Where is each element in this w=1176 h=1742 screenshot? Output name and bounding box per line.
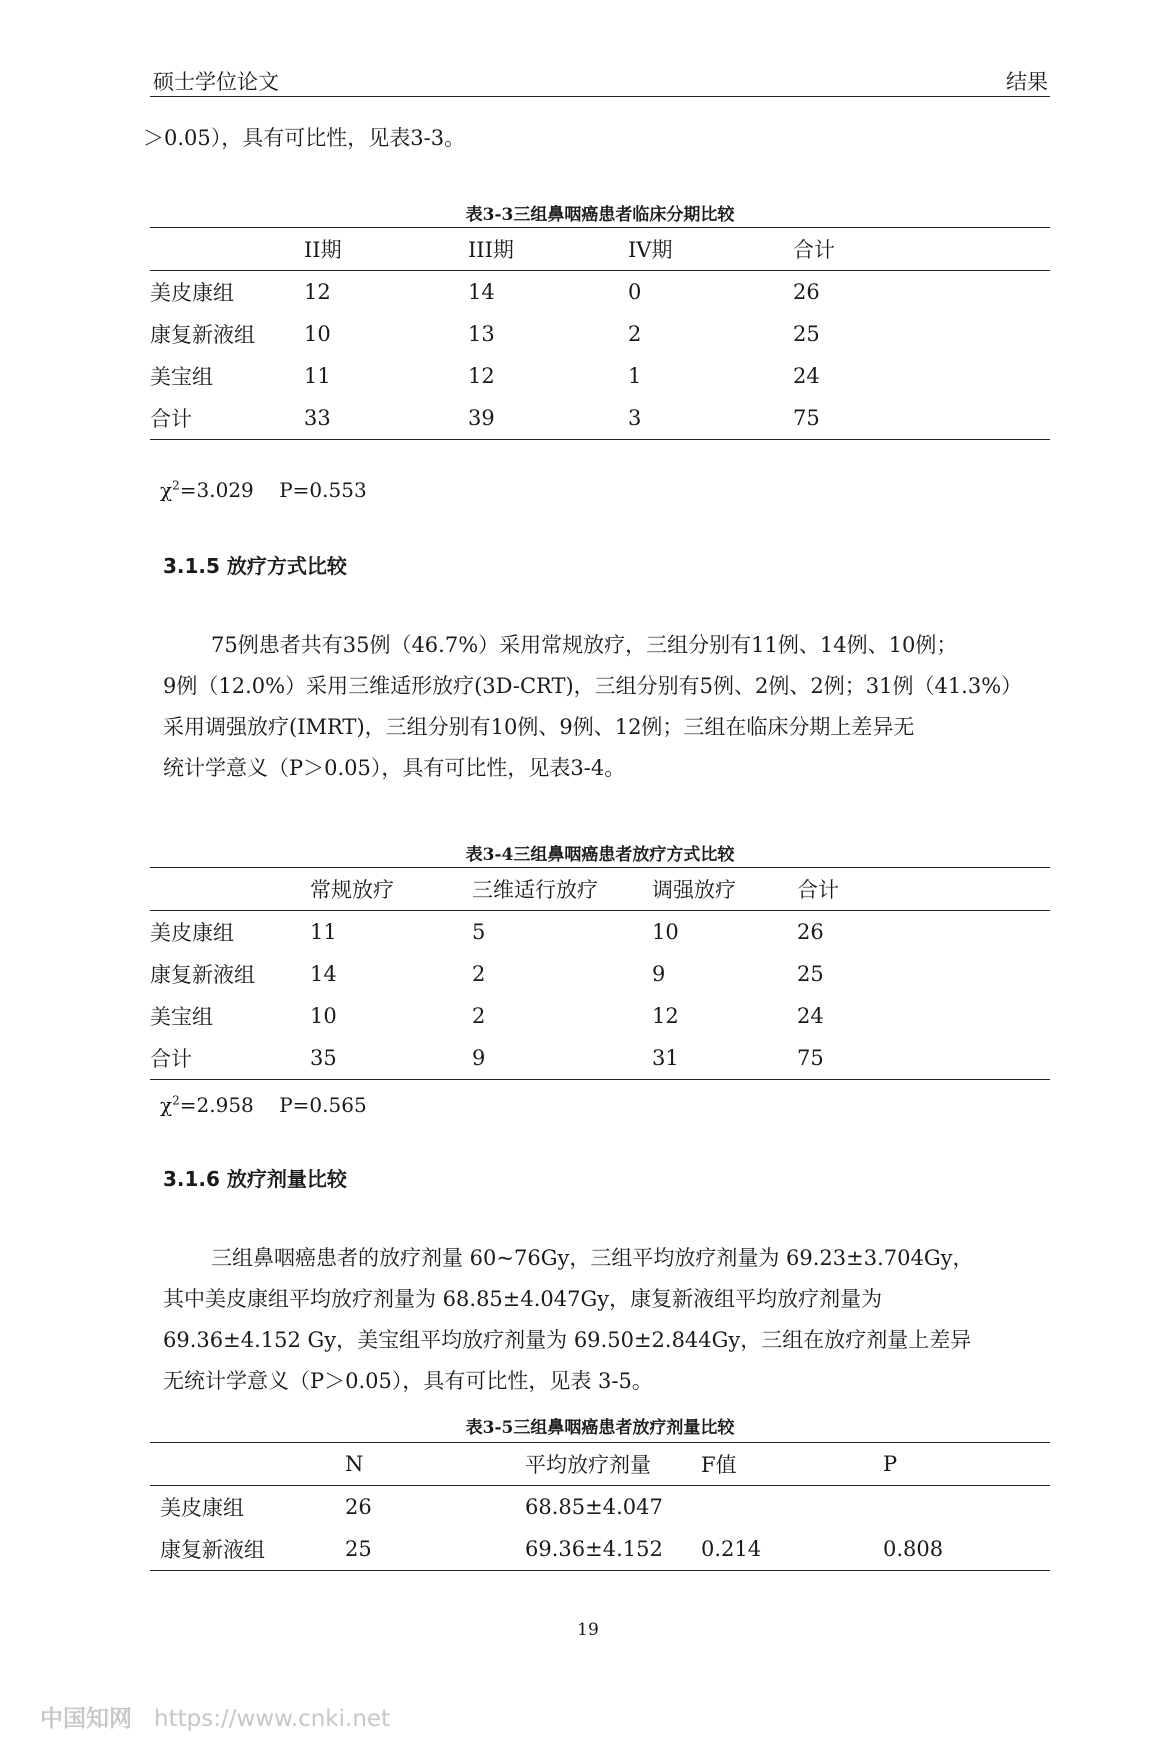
paragraph-line: 其中美皮康组平均放疗剂量为 68.85±4.047Gy，康复新液组平均放疗剂量为 — [163, 1287, 883, 1311]
table-3-3-statistic — [160, 478, 367, 502]
table-cell: 美宝组 — [150, 365, 213, 389]
table-cell: 75 — [797, 1037, 1050, 1080]
table-cell: 2 — [628, 322, 642, 346]
watermark-url: https://www.cnki.net — [154, 1706, 391, 1732]
table-cell: 68.85±4.047 — [525, 1495, 663, 1519]
table-cell: 39 — [468, 397, 628, 440]
table-3-5 — [150, 1442, 1050, 1571]
table-cell: 25 — [793, 322, 820, 346]
paragraph-line: 75例患者共有35例（46.7%）采用常规放疗，三组分别有11例、14例、10例； — [211, 633, 958, 657]
table-row — [150, 995, 1050, 1037]
table-row — [150, 397, 1050, 440]
table-header-row — [150, 1443, 1050, 1486]
table-header-cell: 三维适行放疗 — [472, 868, 652, 911]
table-cell: 1 — [628, 364, 642, 388]
table-cell: 12 — [468, 364, 495, 388]
table-3-4-caption: 表3-4三组鼻咽癌患者放疗方式比较 — [465, 845, 735, 865]
table-cell: 25 — [345, 1528, 525, 1571]
cnki-watermark — [40, 1700, 390, 1733]
table-cell: 5 — [472, 920, 486, 944]
table-cell: 10 — [652, 920, 679, 944]
table-cell: 合计 — [150, 1037, 310, 1080]
paragraph-line: 69.36±4.152 Gy，美宝组平均放疗剂量为 69.50±2.844Gy，三组在放疗剂量上差异 — [163, 1328, 972, 1352]
table-cell: 3 — [628, 397, 793, 440]
table-cell: 合计 — [150, 397, 304, 440]
table-3-3 — [150, 227, 1050, 440]
table-cell: 0.808 — [883, 1528, 1050, 1571]
table-cell: 美宝组 — [150, 1005, 213, 1029]
watermark-brand: 中国知网 — [40, 1706, 132, 1732]
table-cell: 2 — [472, 962, 486, 986]
table-row — [150, 953, 1050, 995]
table-cell: 0 — [628, 280, 642, 304]
page-number: 19 — [577, 1620, 599, 1640]
table-cell: 33 — [304, 397, 468, 440]
table-header-cell: 合计 — [797, 868, 1050, 911]
section-heading-3-1-6: 3.1.6 放疗剂量比较 — [163, 1167, 347, 1191]
table-cell: 康复新液组 — [150, 1528, 345, 1571]
table-row — [150, 1528, 1050, 1571]
table-row — [150, 911, 1050, 954]
table-header-cell: IV期 — [628, 228, 793, 271]
table-cell: 9 — [472, 1037, 652, 1080]
table-cell: 美皮康组 — [150, 921, 234, 945]
statistic-values: =2.958 P=0.565 — [179, 1093, 367, 1117]
table-header-cell: P — [883, 1443, 1050, 1486]
table-header-cell: III期 — [468, 228, 628, 271]
intro-paragraph — [143, 118, 1029, 159]
paragraph-line: ＞0.05），具有可比性，见表3-3。 — [143, 126, 466, 150]
table-header-cell: N — [345, 1443, 525, 1486]
table-cell: 康复新液组 — [150, 323, 255, 347]
table-cell: 26 — [345, 1495, 372, 1519]
table-header-cell: II期 — [304, 228, 468, 271]
table-cell: 69.36±4.152 — [525, 1528, 701, 1571]
table-header-cell: F值 — [701, 1443, 883, 1486]
table-cell: 24 — [797, 1004, 824, 1028]
header-rule — [150, 96, 1050, 97]
chi-symbol: χ — [160, 1093, 173, 1117]
table-cell: 31 — [652, 1037, 797, 1080]
table-cell: 13 — [468, 322, 495, 346]
paragraph-line: 无统计学意义（P＞0.05），具有可比性，见表 3-5。 — [163, 1369, 653, 1393]
section-heading-3-1-5: 3.1.5 放疗方式比较 — [163, 554, 347, 578]
table-cell: 12 — [652, 1004, 679, 1028]
table-cell: 9 — [652, 962, 666, 986]
table-header-cell: 合计 — [793, 228, 1050, 271]
statistic-values: =3.029 P=0.553 — [179, 478, 367, 502]
section-3-1-6-paragraph — [163, 1238, 1049, 1402]
table-header-row — [150, 228, 1050, 271]
table-cell: 美皮康组 — [160, 1496, 244, 1520]
table-row — [150, 271, 1050, 314]
table-row — [150, 355, 1050, 397]
chi-symbol: χ — [160, 478, 173, 502]
table-cell: 0.214 — [701, 1528, 883, 1571]
table-cell: 26 — [793, 280, 820, 304]
table-header-cell: 平均放疗剂量 — [525, 1443, 701, 1486]
table-cell — [701, 1486, 883, 1529]
table-row — [150, 313, 1050, 355]
table-cell: 10 — [304, 322, 331, 346]
table-cell: 14 — [468, 280, 495, 304]
table-cell: 35 — [310, 1037, 472, 1080]
table-cell: 75 — [793, 397, 1050, 440]
paragraph-line: 9例（12.0%）采用三维适形放疗(3D-CRT)，三组分别有5例、2例、2例；31例（41.3%） — [163, 674, 1023, 698]
running-header-chapter: 结果 — [1006, 70, 1048, 94]
chi-exponent: 2 — [172, 1093, 180, 1108]
section-3-1-5-paragraph — [163, 625, 1049, 789]
table-cell: 美皮康组 — [150, 281, 234, 305]
paragraph-line: 采用调强放疗(IMRT)，三组分别有10例、9例、12例；三组在临床分期上差异无 — [163, 715, 915, 739]
table-3-4-statistic — [160, 1093, 367, 1117]
table-cell: 25 — [797, 962, 824, 986]
table-header-cell — [150, 1443, 345, 1486]
table-cell: 11 — [304, 364, 331, 388]
table-header-cell: 调强放疗 — [652, 868, 797, 911]
table-cell: 24 — [793, 364, 820, 388]
table-cell: 康复新液组 — [150, 963, 255, 987]
table-cell: 12 — [304, 280, 331, 304]
paragraph-line: 统计学意义（P＞0.05），具有可比性，见表3-4。 — [163, 756, 626, 780]
table-header-cell — [150, 868, 310, 911]
table-cell: 10 — [310, 1004, 337, 1028]
table-3-3-caption: 表3-3三组鼻咽癌患者临床分期比较 — [465, 205, 735, 225]
table-cell: 14 — [310, 962, 337, 986]
table-3-5-caption: 表3-5三组鼻咽癌患者放疗剂量比较 — [465, 1418, 735, 1438]
table-header-cell — [150, 228, 304, 271]
paragraph-line: 三组鼻咽癌患者的放疗剂量 60~76Gy，三组平均放疗剂量为 69.23±3.704Gy， — [211, 1246, 974, 1270]
table-row — [150, 1486, 1050, 1529]
running-header-title: 硕士学位论文 — [153, 70, 279, 94]
table-cell: 11 — [310, 920, 337, 944]
table-cell: 26 — [797, 920, 824, 944]
table-row — [150, 1037, 1050, 1080]
table-cell: 2 — [472, 1004, 486, 1028]
chi-exponent: 2 — [172, 478, 180, 493]
table-cell — [883, 1486, 1050, 1529]
table-header-row — [150, 868, 1050, 911]
table-header-cell: 常规放疗 — [310, 868, 472, 911]
table-3-4 — [150, 867, 1050, 1080]
